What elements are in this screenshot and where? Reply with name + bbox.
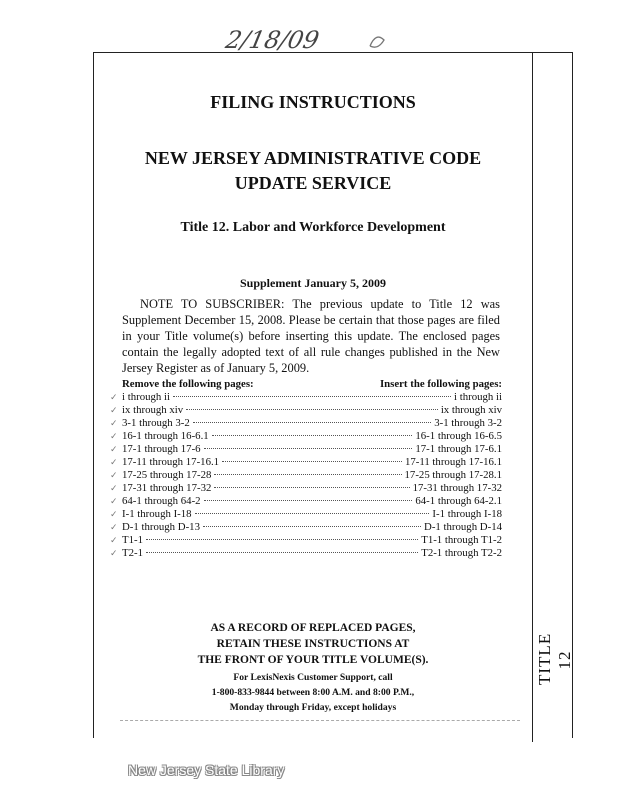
table-row — [110, 430, 502, 443]
remove-pages: D-1 through D-13 — [122, 521, 200, 533]
insert-pages: 64-1 through 64-2.1 — [415, 495, 502, 507]
remove-pages: 17-25 through 17-28 — [122, 469, 212, 481]
subtitle-line-2: UPDATE SERVICE — [234, 173, 392, 193]
insert-pages: 17-11 through 17-16.1 — [404, 456, 502, 468]
insert-pages: 17-31 through 17-32 — [412, 482, 502, 494]
dot-leader — [193, 421, 431, 423]
table-row — [110, 456, 502, 469]
dot-leader — [222, 460, 402, 462]
insert-pages: D-1 through D-14 — [424, 521, 502, 533]
check-mark-icon: ✓ — [110, 509, 118, 519]
insert-pages: T1-1 through T1-2 — [421, 534, 502, 546]
remove-pages: 17-1 through 17-6 — [122, 443, 201, 455]
dot-leader — [186, 408, 438, 410]
bottom-dashed-rule — [120, 720, 520, 721]
support-line-3: Monday through Friday, except holidays — [229, 702, 397, 713]
table-row — [110, 417, 502, 430]
dot-leader — [173, 395, 451, 397]
table-row — [110, 508, 502, 521]
support-line-1: For LexisNexis Customer Support, call — [233, 672, 393, 683]
insert-pages: 16-1 through 16-6.5 — [415, 430, 502, 442]
remove-pages: 64-1 through 64-2 — [122, 495, 201, 507]
insert-pages: 3-1 through 3-2 — [434, 417, 502, 429]
handwritten-date-text: 2/18/09 — [223, 25, 322, 54]
check-mark-icon: ✓ — [110, 431, 118, 441]
dot-leader — [195, 512, 430, 514]
remove-pages: i through ii — [122, 391, 170, 403]
dot-leader — [204, 447, 413, 449]
check-mark-icon: ✓ — [110, 392, 118, 402]
library-stamp: New Jersey State Library — [128, 762, 285, 778]
dot-leader — [214, 473, 401, 475]
check-mark-icon: ✓ — [110, 444, 118, 454]
remove-header: Remove the following pages: — [122, 378, 254, 390]
table-rows — [110, 391, 502, 560]
table-header — [110, 378, 502, 390]
remove-pages: ix through xiv — [122, 404, 184, 416]
check-mark-icon: ✓ — [110, 418, 118, 428]
dot-leader — [146, 538, 418, 540]
remove-pages: T1-1 — [122, 534, 143, 546]
table-row — [110, 495, 502, 508]
check-mark-icon: ✓ — [110, 548, 118, 558]
insert-header: Insert the following pages: — [379, 378, 502, 390]
check-mark-icon: ✓ — [110, 457, 118, 467]
record-instructions — [93, 620, 533, 668]
insert-pages: I-1 through I-18 — [432, 508, 502, 520]
check-mark-icon: ✓ — [110, 483, 118, 493]
check-mark-icon: ✓ — [110, 405, 118, 415]
dot-leader — [203, 525, 421, 527]
title-tab-label: TITLE 12 — [535, 632, 574, 685]
table-row — [110, 443, 502, 456]
remove-pages: 17-31 through 17-32 — [122, 482, 212, 494]
dot-leader — [204, 499, 413, 501]
table-row — [110, 547, 502, 560]
table-row — [110, 482, 502, 495]
remove-pages: 16-1 through 16-6.1 — [122, 430, 209, 442]
remove-pages: T2-1 — [122, 547, 143, 559]
page-title: FILING INSTRUCTIONS — [210, 92, 416, 112]
record-line-1: AS A RECORD OF REPLACED PAGES, — [210, 622, 416, 634]
insert-pages: 17-25 through 17-28.1 — [404, 469, 502, 481]
record-line-2: RETAIN THESE INSTRUCTIONS AT — [216, 638, 410, 650]
page-replacement-table — [110, 378, 502, 560]
support-line-2: 1-800-833-9844 between 8:00 A.M. and 8:00 P.M., — [211, 687, 415, 698]
remove-pages: 3-1 through 3-2 — [122, 417, 190, 429]
check-mark-icon: ✓ — [110, 535, 118, 545]
customer-support — [93, 670, 533, 715]
dot-leader — [146, 551, 418, 553]
check-mark-icon: ✓ — [110, 470, 118, 480]
table-row — [110, 521, 502, 534]
insert-pages: T2-1 through T2-2 — [421, 547, 502, 559]
table-row — [110, 404, 502, 417]
record-line-3: THE FRONT OF YOUR TITLE VOLUME(S). — [197, 654, 429, 666]
table-row — [110, 391, 502, 404]
table-row — [110, 534, 502, 547]
subtitle-line-1: NEW JERSEY ADMINISTRATIVE CODE — [144, 148, 482, 168]
handwritten-date-note — [220, 22, 420, 56]
insert-pages: 17-1 through 17-6.1 — [415, 443, 502, 455]
insert-pages: ix through xiv — [440, 404, 502, 416]
supplement-date: Supplement January 5, 2009 — [239, 276, 387, 290]
dot-leader — [212, 434, 413, 436]
check-mark-icon: ✓ — [110, 522, 118, 532]
remove-pages: I-1 through I-18 — [122, 508, 192, 520]
dot-leader — [214, 486, 409, 488]
subtitle — [93, 146, 533, 196]
check-mark-icon: ✓ — [110, 496, 118, 506]
insert-pages: i through ii — [454, 391, 502, 403]
title-name: Title 12. Labor and Workforce Development — [180, 220, 446, 235]
remove-pages: 17-11 through 17-16.1 — [122, 456, 220, 468]
table-row — [110, 469, 502, 482]
subscriber-note: NOTE TO SUBSCRIBER: The previous update to Title 12 was Supplement December 15, 2008. Please be certain that those pages are filed in your Title volume(s) before inserting this update. The enclosed pages contain the legally adopted text of all rule changes published in the New Jersey Register as of January 5, 2009. — [122, 297, 500, 375]
